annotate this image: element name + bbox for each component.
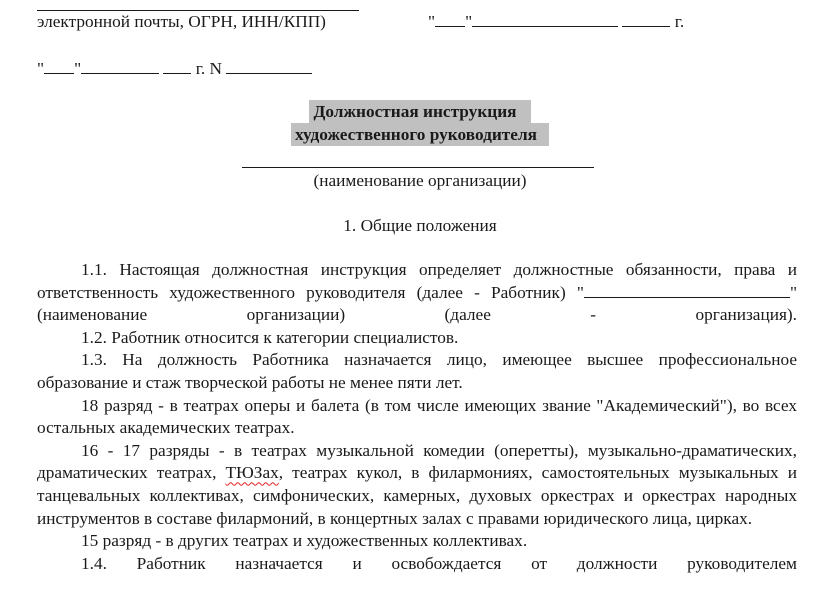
year-suffix: г. [674, 12, 685, 31]
year-blank[interactable] [622, 12, 670, 27]
quote-close: " [74, 59, 82, 78]
paragraph-grade-18: 18 разряд - в театрах оперы и балета (в том числе имеющих звание "Академический"), во всех остальных академических театрах. [37, 395, 797, 438]
paragraph-1-4: 1.4. Работник назначается и освобождается от должности руководителем [81, 553, 797, 573]
quote-open: " [428, 12, 436, 31]
approval-date-field [428, 12, 684, 32]
paragraph-grade-16-17 [37, 440, 797, 530]
section-heading: 1. Общие положения [343, 216, 497, 235]
paragraph-text: , театрах кукол, в филармониях, самостоятельных музыкальных и танцевальных коллективах, симфонических, камерных, духовых оркестрах и оркестрах народных инструментов в составе филармоний, в концертных залах с правами юридического лица, цирках. [37, 463, 797, 528]
number-blank[interactable] [226, 59, 312, 74]
section-body [37, 259, 797, 575]
paragraph-1-1 [37, 259, 797, 327]
title-line-1: Должностная инструкция [309, 100, 530, 123]
paragraph-1-2: 1.2. Работник относится к категории специалистов. [81, 327, 459, 347]
day-blank[interactable] [44, 59, 74, 74]
month-blank[interactable] [472, 12, 618, 27]
month-blank[interactable] [81, 59, 159, 74]
spellcheck-flagged-word[interactable]: ТЮЗах [225, 463, 279, 483]
year-blank[interactable] [163, 59, 191, 74]
paragraph-1-3: 1.3. На должность Работника назначается лицо, имеющее высшее профессиональное образование и стаж творческой работы не менее пяти лет. [37, 350, 797, 392]
paragraph-text: 16 - 17 разряды - в театрах музыкальной комедии (оперетты), музыкально-драматических, драматических театрах, [37, 440, 797, 483]
day-blank[interactable] [435, 12, 465, 27]
organization-name-blank[interactable] [242, 167, 594, 168]
paragraph-grade-15: 15 разряд - в других театрах и художественных коллективах. [81, 531, 528, 551]
quote-close: " [465, 12, 473, 31]
title-line-2: художественного руководителя [291, 123, 549, 146]
paragraph-text: 1.1. Настоящая должностная инструкция определяет должностные обязанности, права и ответственность художественного руководителя (далее - Работник) " [37, 260, 797, 302]
year-number-label: г. N [195, 59, 223, 78]
contacts-line: электронной почты, ОГРН, ИНН/КПП) [37, 12, 326, 31]
document-title [0, 100, 840, 146]
top-signature-rule [37, 10, 359, 11]
organization-inline-blank[interactable] [584, 283, 790, 298]
quote-open: " [37, 59, 45, 78]
organization-caption: (наименование организации) [313, 171, 527, 190]
paragraph-text: " (наименование организации) (далее - организация). [37, 282, 797, 325]
document-date-number-field [37, 59, 312, 79]
